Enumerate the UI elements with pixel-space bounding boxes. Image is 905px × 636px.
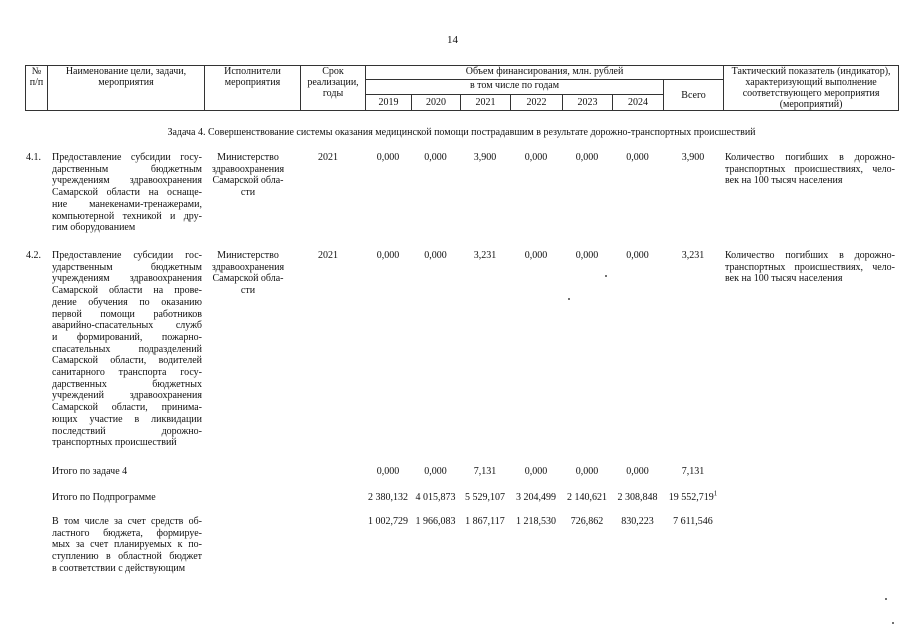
header-name: Наименование цели, задачи, мероприятия xyxy=(48,66,205,111)
total-value-2020: 0,000 xyxy=(424,466,447,477)
header-year: 2024 xyxy=(613,95,664,111)
text-line: Предоставление субсидии гос- xyxy=(52,250,202,261)
total-value-2021: 5 529,107 xyxy=(465,492,505,503)
text-line: транспортных происшествиях, чело- xyxy=(725,261,895,273)
footer-value-2023: 726,862 xyxy=(570,516,604,527)
table-header xyxy=(25,65,899,111)
header-year: 2019 xyxy=(366,95,412,111)
text-line: в соответствии с действующим xyxy=(52,562,186,574)
footer-value-2021: 1 867,117 xyxy=(465,516,505,527)
text-line: сти xyxy=(240,285,256,297)
row-value-2024: 0,000 xyxy=(626,152,649,163)
text-line: спасательных подразделений xyxy=(52,343,202,355)
footer-value-2022: 1 218,530 xyxy=(516,516,556,527)
header-year: 2021 xyxy=(461,95,511,111)
row-term: 2021 xyxy=(318,152,338,163)
row-name xyxy=(52,152,202,234)
text-line: санитарного транспорта госу- xyxy=(52,367,202,379)
footer-value-2024: 830,223 xyxy=(621,516,654,527)
text-line: Самарской области на прове- xyxy=(52,285,202,297)
text-line: ластного бюджета, формируе- xyxy=(52,527,202,539)
scan-speck xyxy=(892,622,894,624)
text-line: компьютерной техникой и дру- xyxy=(52,210,202,222)
text-line: ступлению в областной бюджет xyxy=(52,551,202,563)
text-line: Самарской обла- xyxy=(212,273,284,285)
total-value-2023: 2 140,621 xyxy=(567,492,607,503)
footnote-mark: 1 xyxy=(713,489,718,498)
total-value-2019: 0,000 xyxy=(376,466,400,477)
scan-speck xyxy=(605,275,607,277)
text-line: Самарской области, водителей xyxy=(52,355,202,367)
row-number: 4.2. xyxy=(26,250,41,261)
total-value-2022: 3 204,499 xyxy=(516,492,556,503)
text-line: здравоохранения xyxy=(211,163,285,175)
row-value-2023: 0,000 xyxy=(575,250,599,261)
total-value-2019: 2 380,132 xyxy=(368,492,408,503)
header-year: 2023 xyxy=(563,95,613,111)
row-total: 3,900 xyxy=(681,152,705,163)
total-label: Итого по Подпрограмме xyxy=(52,492,156,503)
text-line: В том числе за счет средств об- xyxy=(52,516,202,527)
text-line: дение обучения по оказанию xyxy=(52,296,202,308)
row-name xyxy=(52,250,202,449)
row-executors xyxy=(202,250,294,297)
footer-value-all: 7 611,546 xyxy=(673,516,713,527)
text-line: век на 100 тысяч населения xyxy=(725,175,843,187)
header-no: № п/п xyxy=(26,66,48,111)
text-line: последствий дорожно- xyxy=(52,425,202,437)
text-line: здравоохранения xyxy=(211,261,285,273)
text-line: Предоставление субсидии госу- xyxy=(52,152,202,163)
text-line: дарственных бюджетных xyxy=(52,378,202,390)
scan-speck xyxy=(568,298,570,300)
header-indicator: Тактический показатель (индикатор), характеризующий выполнение соответствующего мероприятия (мероприятий) xyxy=(724,66,899,111)
text-line: аварийно-спасательных служб xyxy=(52,320,202,332)
text-line: век на 100 тысяч населения xyxy=(725,273,843,285)
row-indicator xyxy=(725,152,895,187)
row-indicator xyxy=(725,250,895,285)
row-executors xyxy=(202,152,294,199)
text-line: Министерство xyxy=(217,152,279,163)
total-label: Итого по задаче 4 xyxy=(52,466,128,477)
footer-value-2020: 1 966,083 xyxy=(415,516,456,527)
text-line: транспортных происшествиях, чело- xyxy=(725,163,895,175)
text-line: Количество погибших в дорожно- xyxy=(725,152,895,163)
text-line: Министерство xyxy=(217,250,279,261)
text-line: первой помощи работников xyxy=(52,308,202,320)
header-financing: Объем финансирования, млн. рублей xyxy=(366,66,724,80)
total-value-2021: 7,131 xyxy=(473,466,497,477)
row-value-2021: 3,231 xyxy=(473,250,497,261)
row-value-2020: 0,000 xyxy=(424,152,447,163)
header-total: Всего xyxy=(664,80,724,111)
text-line: Самарской области на оснаще- xyxy=(52,187,202,199)
text-line: дарственным бюджетным xyxy=(52,163,202,175)
row-total: 3,231 xyxy=(681,250,705,261)
text-line: мых за счет планируемых к по- xyxy=(52,539,202,551)
total-value-2023: 0,000 xyxy=(575,466,599,477)
page-number: 14 xyxy=(447,34,458,46)
row-value-2022: 0,000 xyxy=(524,250,548,261)
total-value-2022: 0,000 xyxy=(524,466,548,477)
footer-value-2019: 1 002,729 xyxy=(368,516,408,527)
text-line: сти xyxy=(240,187,256,199)
text-line: гим оборудованием xyxy=(52,222,136,234)
text-line: и формирований, пожарно- xyxy=(52,331,202,343)
footer-label xyxy=(52,516,202,575)
header-year: 2022 xyxy=(511,95,563,111)
total-value-all: 19 552,719$^1$ xyxy=(668,489,718,503)
row-value-2023: 0,000 xyxy=(575,152,599,163)
total-value-2024: 0,000 xyxy=(626,466,649,477)
text-line: транспортных происшествий xyxy=(52,437,177,449)
row-number: 4.1. xyxy=(26,152,41,163)
text-line: Количество погибших в дорожно- xyxy=(725,250,895,261)
row-value-2020: 0,000 xyxy=(424,250,447,261)
text-line: Самарской обла- xyxy=(212,175,284,187)
scan-speck xyxy=(885,598,887,600)
text-line: Самарской области, принима- xyxy=(52,402,202,414)
header-year: 2020 xyxy=(412,95,461,111)
header-term: Срок реализации, годы xyxy=(301,66,366,111)
row-term: 2021 xyxy=(318,250,338,261)
total-value-all: 7,131 xyxy=(681,466,705,477)
text-line: ударственным бюджетным xyxy=(52,261,202,273)
row-value-2022: 0,000 xyxy=(524,152,548,163)
row-value-2019: 0,000 xyxy=(376,152,400,163)
total-value-2024: 2 308,848 xyxy=(617,492,658,503)
text-line: ние манекенами-тренажерами, xyxy=(52,198,202,210)
row-value-2019: 0,000 xyxy=(376,250,400,261)
text-line: учреждениям здравоохранения xyxy=(52,175,202,187)
task-title: Задача 4. Совершенствование системы оказания медицинской помощи пострадавшим в результате дорожно-транспортных происшествий xyxy=(167,127,756,138)
row-value-2021: 3,900 xyxy=(473,152,497,163)
total-value-2020: 4 015,873 xyxy=(415,492,456,503)
text-line: учреждений здравоохранения xyxy=(52,390,202,402)
row-value-2024: 0,000 xyxy=(626,250,649,261)
text-line: ющих участие в ликвидации xyxy=(52,413,202,425)
text-line: учреждениям здравоохранения xyxy=(52,273,202,285)
header-executors: Исполнители мероприятия xyxy=(205,66,301,111)
header-years-group: в том числе по годам xyxy=(366,80,664,95)
